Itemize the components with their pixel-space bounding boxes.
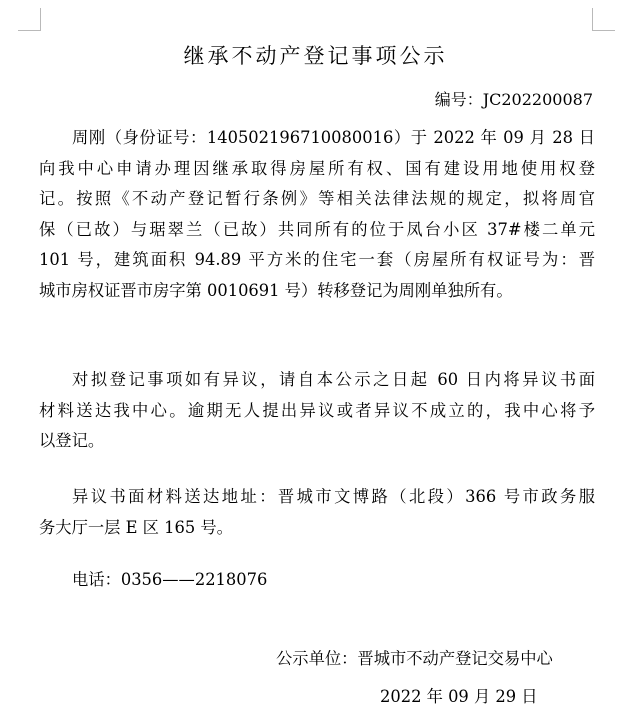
publish-date: 2022 年 09 月 29 日 — [380, 687, 538, 706]
crop-mark-top-right — [592, 8, 615, 31]
paragraph-line: 保（已故）与琚翠兰（已故）共同所有的位于凤台小区 37#楼二单元 — [39, 219, 595, 239]
paragraph-line: 务大厅一层 E 区 165 号。 — [39, 517, 233, 537]
paragraph-line: 异议书面材料送达地址：晋城市文博路（北段）366 号市政务服 — [72, 487, 595, 506]
paragraph-objection — [39, 365, 595, 457]
paragraph-line: 向我中心申请办理因继承取得房屋所有权、国有建设用地使用权登 — [39, 158, 595, 178]
paragraph-line: 对拟登记事项如有异议，请自本公示之日起 60 日内将异议书面 — [72, 370, 595, 389]
paragraph-line: 101 号，建筑面积 94.89 平方米的住宅一套（房屋所有权证号为：晋 — [39, 250, 595, 269]
paragraph-address — [39, 482, 595, 543]
paragraph-line: 记。按照《不动产登记暂行条例》等相关法律法规的规定，拟将周官 — [39, 189, 595, 208]
crop-mark-top-left — [18, 8, 41, 31]
paragraph-line: 以登记。 — [39, 431, 105, 450]
publisher-signature: 公示单位：晋城市不动产登记交易中心 — [276, 649, 553, 668]
paragraph-application — [39, 123, 595, 306]
phone-number: 电话：0356——2218076 — [72, 570, 268, 589]
serial-number: 编号：JC202200087 — [434, 90, 593, 109]
paragraph-line: 材料送达我中心。逾期无人提出异议或者异议不成立的，我中心将予 — [39, 400, 595, 420]
paragraph-line: 城市房权证晋市房字第 0010691 号）转移登记为周刚单独所有。 — [39, 280, 513, 300]
phone-paragraph — [39, 565, 595, 596]
document-title: 继承不动产登记事项公示 — [183, 44, 448, 68]
paragraph-line: 周刚（身份证号：140502196710080016）于 2022 年 09 月 28 日 — [72, 128, 595, 147]
